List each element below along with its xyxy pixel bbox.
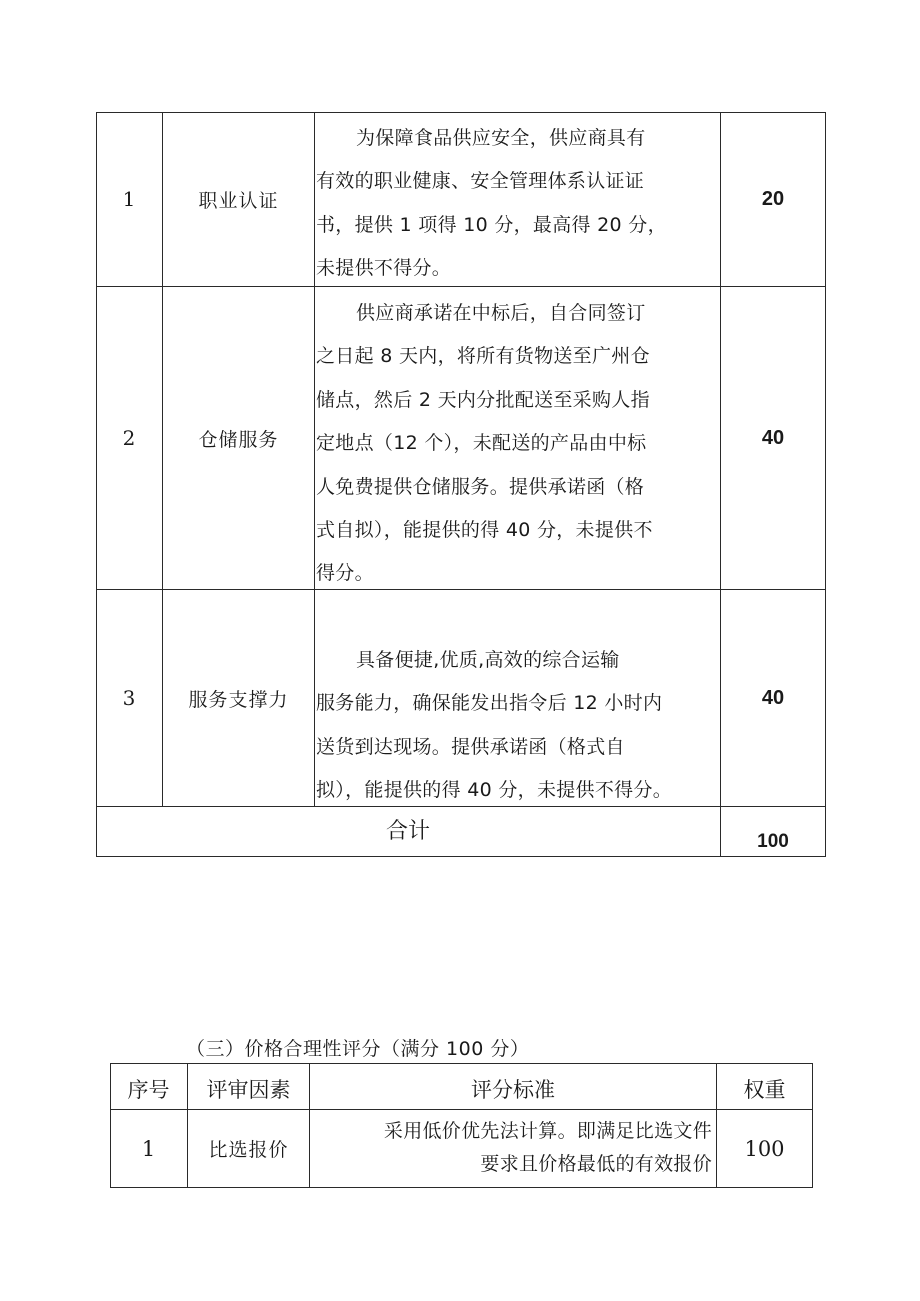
- table-border-right: [812, 1063, 813, 1188]
- header-weight: 权重: [743, 1078, 786, 1102]
- criteria-line-text: 供应商承诺在中标后，自合同签订: [356, 302, 646, 324]
- criteria-line: [316, 292, 718, 335]
- scoring-criteria: [316, 639, 718, 813]
- section-heading: （三）价格合理性评分（满分 100 分）: [186, 1038, 530, 1060]
- criteria-line: 定地点（12 个），未配送的产品由中标: [316, 432, 647, 455]
- criteria-line-text: 为保障食品供应安全，供应商具有: [356, 127, 646, 149]
- scoring-table: [96, 112, 826, 857]
- evaluation-factor: 比选报价: [208, 1139, 289, 1161]
- header-serial-number: 序号: [127, 1078, 170, 1102]
- score-value: 40: [761, 426, 785, 449]
- criteria-line: 拟），能提供的得 40 分，未提供不得分。: [316, 779, 673, 802]
- evaluation-factor: 服务支撑力: [188, 688, 289, 711]
- weight-value: 100: [744, 1136, 785, 1161]
- criteria-line: [316, 639, 718, 682]
- price-table: [110, 1063, 813, 1189]
- criteria-line: 服务能力，确保能发出指令后 12 小时内: [316, 692, 663, 715]
- header-evaluation-factor: 评审因素: [206, 1078, 291, 1102]
- table-border-right: [825, 112, 826, 857]
- column-divider: [314, 112, 315, 806]
- criteria-line: 未提供不得分。: [316, 257, 452, 280]
- scoring-criteria: [312, 1115, 712, 1181]
- criteria-line: 书，提供 1 项得 10 分，最高得 20 分，: [316, 213, 667, 236]
- row-number: 3: [122, 686, 136, 710]
- scoring-criteria: [316, 117, 718, 291]
- total-label: 合计: [385, 817, 430, 843]
- criteria-line: 有效的职业健康、安全管理体系认证证: [316, 170, 645, 193]
- criteria-line: 储点，然后 2 天内分批配送至采购人指: [316, 388, 650, 411]
- header-scoring-criteria: 评分标准: [471, 1078, 555, 1102]
- table-border-bottom: [110, 1187, 813, 1188]
- row-number: 2: [122, 426, 136, 450]
- evaluation-factor: 仓储服务: [198, 428, 279, 451]
- criteria-line: 要求且价格最低的有效报价: [480, 1153, 712, 1175]
- scoring-criteria: [316, 292, 718, 596]
- criteria-line: 送货到达现场。提供承诺函（格式自: [316, 735, 625, 758]
- criteria-line: 采用低价优先法计算。即满足比选文件: [383, 1120, 712, 1142]
- row-number: 1: [141, 1136, 156, 1161]
- criteria-line-text: 具备便捷,优质,高效的综合运输: [356, 649, 620, 671]
- evaluation-factor: 职业认证: [198, 189, 279, 212]
- score-value: 20: [761, 187, 785, 210]
- criteria-line: 人免费提供仓储服务。提供承诺函（格: [316, 475, 645, 498]
- table-border-bottom: [96, 856, 826, 857]
- row-number: 1: [122, 187, 136, 211]
- criteria-line: 之日起 8 天内，将所有货物送至广州仓: [316, 345, 650, 368]
- score-value: 40: [761, 686, 785, 709]
- criteria-line: [316, 117, 718, 160]
- criteria-line: 得分。: [316, 562, 374, 585]
- total-score: 100: [757, 831, 789, 852]
- criteria-line: 式自拟），能提供的得 40 分，未提供不: [316, 519, 653, 542]
